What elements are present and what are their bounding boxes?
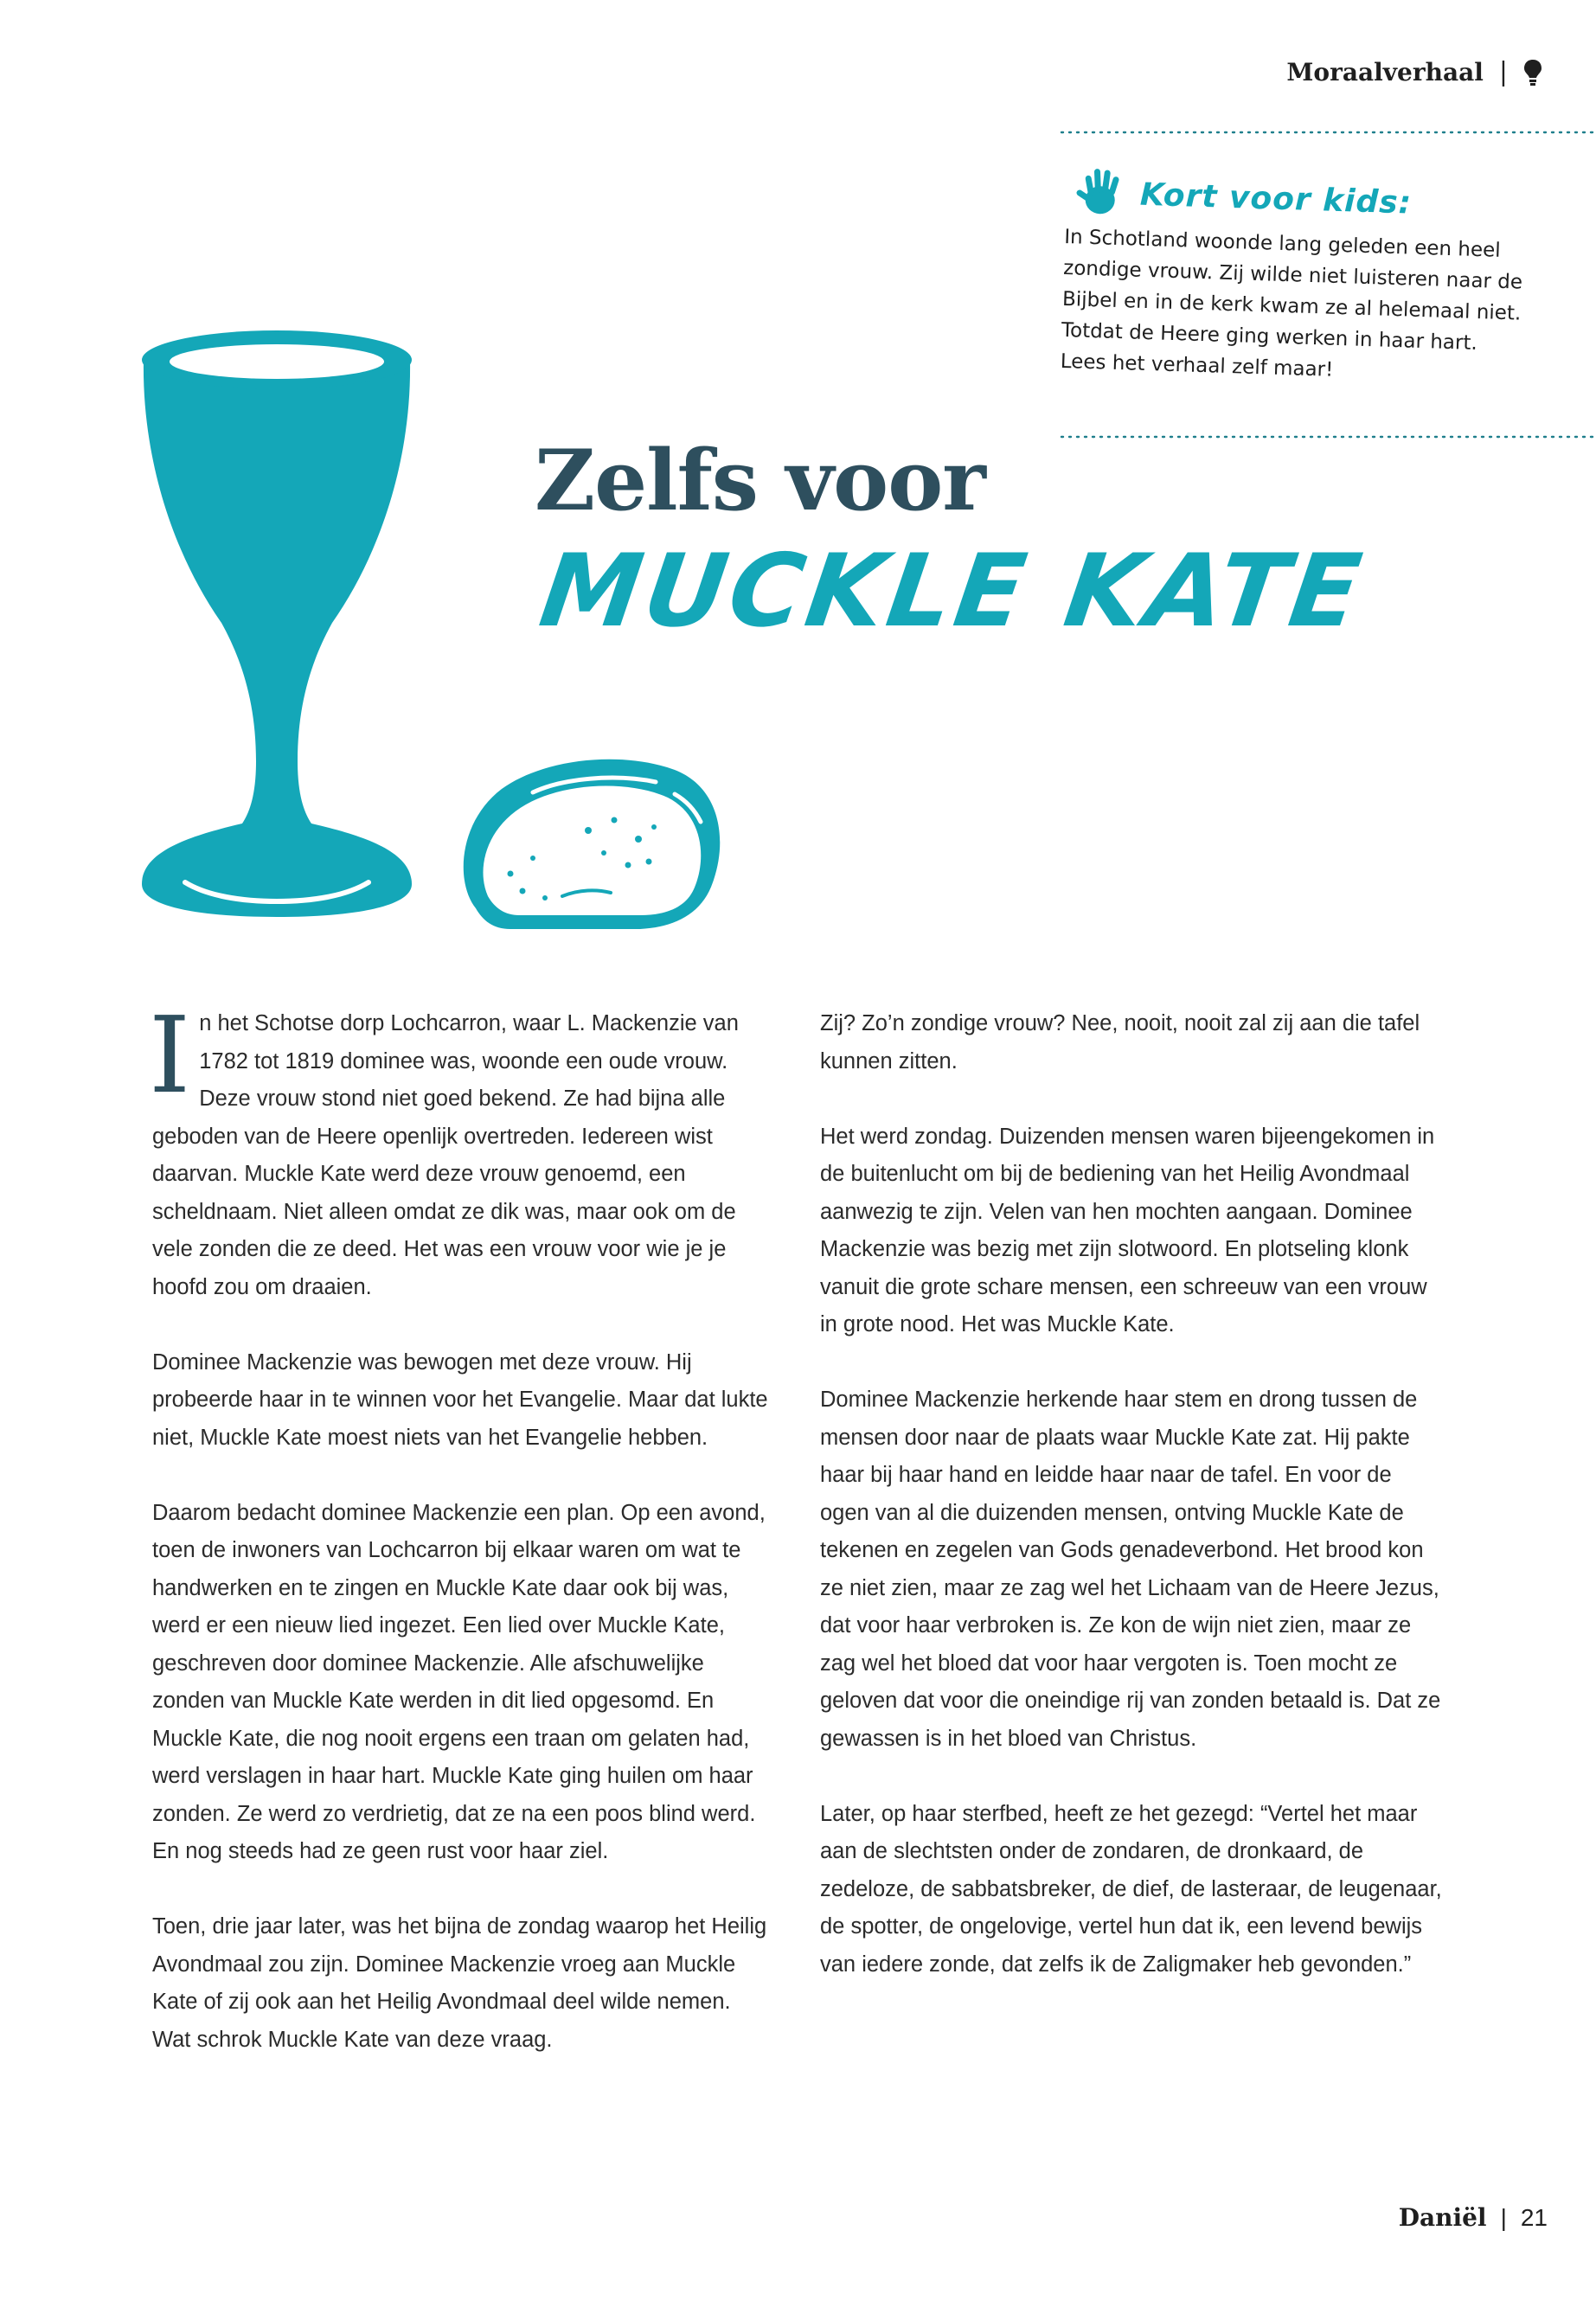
kids-text-line: zondige vrouw. Zij wilde niet luisteren naar de xyxy=(1062,256,1523,294)
kids-summary-box xyxy=(1060,130,1596,441)
kids-text-line: Bijbel en in de kerk kwam ze al helemaal niet. xyxy=(1061,287,1522,325)
dotted-divider-bottom xyxy=(1060,434,1596,439)
paragraph-text: n het Schotse dorp Lochcarron, waar L. Mackenzie van 1782 tot 1819 dominee was, woonde een oude vrouw. Deze vrouw stond niet goed bekend. Ze had bijna alle geboden van de Heere openlijk overtreden. Iedereen wist daarvan. Muckle Kate werd deze vrouw genoemd, een scheldnaam. Niet alleen omdat ze dik was, maar ook om de vele zonden die ze deed. Het was een vrouw voor wie je je hoofd zou om draaien. xyxy=(152,1011,739,1299)
article-paragraph: Toen, drie jaar later, was het bijna de zondag waarop het Heilig Avondmaal zou zijn. Dominee Mackenzie vroeg aan Muckle Kate of zij ook aan het Heilig Avondmaal deel wilde nemen. Wat schrok Muckle Kate van deze vraag. xyxy=(152,1914,767,2052)
article-paragraph: Het werd zondag. Duizenden mensen waren bijeengekomen in de buitenlucht om bij de bediening van het Heilig Avondmaal aanwezig te zijn. Velen van hen mochten aangaan. Dominee Mackenzie was bezig met zijn slotwoord. En plotseling klonk vanuit die grote schare mensen, een schreeuw van een vrouw in grote nood. Het was Muckle Kate. xyxy=(820,1124,1435,1336)
page-footer xyxy=(1399,2203,1548,2232)
kids-text-line: Lees het verhaal zelf maar! xyxy=(1060,349,1334,381)
article-paragraph: Zij? Zo’n zondige vrouw? Nee, nooit, nooit zal zij aan die tafel kunnen zitten. xyxy=(820,1011,1420,1074)
article-paragraph: Later, op haar sterfbed, heeft ze het gezegd: “Vertel het maar aan de slechtsten onder de zondaren, de dronkaard, de zedeloze, de sabbatsbreker, de dief, de lasteraar, de leugenaar, de spotter, de ongelovige, vertel hun dat ik, een levend bewijs van iedere zonde, dat zelfs ik de Zaligmaker heb gevonden.” xyxy=(820,1801,1442,1977)
article-title-accent: MUCKLE KATE xyxy=(533,533,1371,650)
footer-separator: | xyxy=(1500,2203,1507,2231)
article-column-right xyxy=(820,1005,1443,2022)
kids-text-line: In Schotland woonde lang geleden een heel xyxy=(1063,225,1502,262)
section-label: Moraalverhaal xyxy=(1286,58,1484,87)
article-paragraph: Dominee Mackenzie was bewogen met deze vrouw. Hij probeerde haar in te winnen voor het Evangelie. Maar dat lukte niet, Muckle Kate moest niets van het Evangelie hebben. xyxy=(152,1349,768,1450)
page-number: 21 xyxy=(1520,2203,1548,2231)
kids-text xyxy=(1060,221,1548,393)
lightbulb-icon xyxy=(1523,59,1542,87)
drop-cap: I xyxy=(149,994,191,1117)
header-separator: | xyxy=(1498,57,1508,87)
article-paragraph: Daarom bedacht dominee Mackenzie een plan. Op een avond, toen de inwoners van Lochcarron bij elkaar waren om wat te handwerken en te zingen en Muckle Kate daar ook bij was, werd er een nieuw lied ingezet. Een lied over Muckle Kate, geschreven door dominee Mackenzie. Alle afschuwelijke zonden van Muckle Kate werden in dit lied opgesomd. En Muckle Kate, die nog nooit ergens een traan om gelaten had, werd verslagen in haar hart. Muckle Kate ging huilen om haar zonden. Ze werd zo verdrietig, dat ze na een poos blind werd. En nog steeds had ze geen rust voor haar ziel. xyxy=(152,1500,766,1863)
dotted-divider-top xyxy=(1060,130,1596,135)
article-paragraph: Dominee Mackenzie herkende haar stem en drong tussen de mensen door naar de plaats waar Muckle Kate zat. Hij pakte haar bij haar hand en leidde haar naar de tafel. En voor de ogen van al die duizenden mensen, ontving Muckle Kate de tekenen en zegelen van Gods genadeverbond. Het brood kon ze niet zien, maar ze zag wel het Lichaam van de Heere Jezus, dat voor haar verbroken is. Ze kon de wijn niet zien, maar ze zag wel het bloed dat voor haar vergoten is. Toen mocht ze geloven dat voor die oneindige rij van zonden betaald is. Dat ze gewassen is in het bloed van Christus. xyxy=(820,1388,1441,1751)
article-paragraph xyxy=(149,994,775,1306)
article-column-left xyxy=(149,994,775,2097)
kids-text-line: Totdat de Heere ging werken in haar hart. xyxy=(1061,318,1478,356)
section-header xyxy=(1286,57,1542,87)
magazine-name: Daniël xyxy=(1398,2203,1487,2232)
bread-icon xyxy=(450,744,727,934)
kids-title: Kort voor kids: xyxy=(1139,176,1413,221)
article-title: Zelfs voor xyxy=(535,432,985,529)
hand-icon xyxy=(1074,164,1131,221)
goblet-icon xyxy=(138,329,415,917)
